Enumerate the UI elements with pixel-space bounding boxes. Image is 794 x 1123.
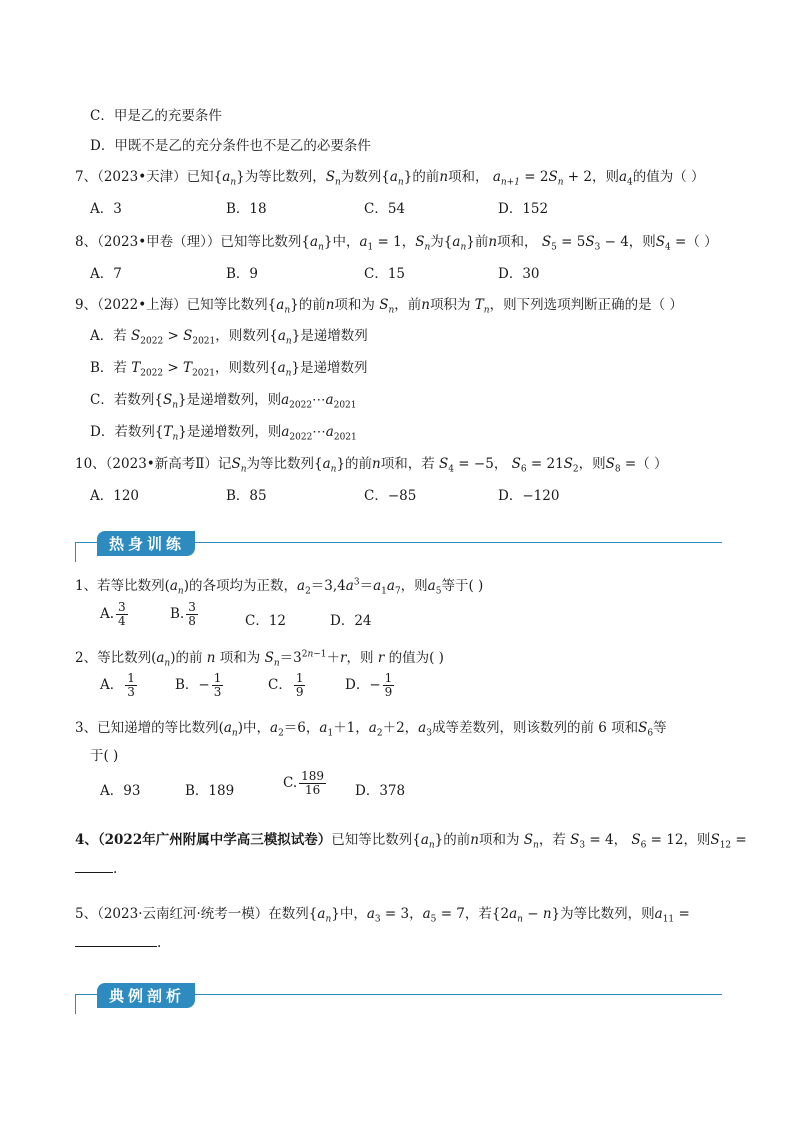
q9-option-d: D．若数列$\{T_n\}$是递增数列，则$a_{2022}\cdots a_{2021}$ xyxy=(90,424,357,443)
question-10: 10、（2023•新高考Ⅱ）记$S_n$为等比数列$\{a_n\}$的前n项和，若 $S_4 = -5$， $S_6 = 21S_2$，则$S_8$ =（ ） xyxy=(75,456,668,475)
w1-option-c: C．12 xyxy=(245,613,287,629)
q9-option-b: B．若 $T_{2022} > T_{2021}$，则数列$\{a_n\}$是递增数列 xyxy=(90,360,368,379)
w3-option-b: B．189 xyxy=(185,783,235,799)
warmup-question-3-cont: 于( ) xyxy=(90,748,119,764)
q8-option-c: C．15 xyxy=(364,266,406,282)
option-c-text: C．甲是乙的充要条件 xyxy=(90,108,222,124)
option-d-text: D．甲既不是乙的充分条件也不是乙的必要条件 xyxy=(90,138,371,154)
warmup-question-2: 2、等比数列$(a_n)$的前 n 项和为 $S_n=3^{2n-1}+r$，则 r 的值为( ) xyxy=(75,649,444,669)
q7-option-a: A．3 xyxy=(90,201,122,217)
q7-option-d: D．152 xyxy=(498,201,549,217)
question-7: 7、（2023•天津）已知$\{a_n\}$为等比数列，$S_n$为数列$\{a_n\}$的前n项和， $a_{n+1} = 2S_n + 2$，则$a_4$的值为（ ） xyxy=(75,169,705,188)
q10-option-c: C．−85 xyxy=(364,488,417,504)
q8-option-d: D．30 xyxy=(498,266,540,282)
warmup-question-3: 3、已知递增的等比数列$(a_n)$中，$a_2=6$，$a_1+1$，$a_2+2$，$a_3$成等差数列，则该数列的前 6 项和$S_6$等 xyxy=(75,720,667,739)
question-8: 8、（2023•甲卷（理））已知等比数列$\{a_n\}$中，$a_1 = 1$，$S_n$为$\{a_n\}$前n项和， $S_5 = 5S_3 - 4$，则$S_4$ =（ ） xyxy=(75,234,718,253)
w2-option-c: C． $\frac{1}{9}$ xyxy=(268,671,304,699)
question-9: 9、（2022•上海）已知等比数列$\{a_n\}$的前n项和为 $S_n$，前n项积为 $T_n$，则下列选项判断正确的是（ ） xyxy=(75,297,683,316)
section-header-warmup xyxy=(75,531,722,555)
warmup-question-5: 5、（2023·云南红河·统考一模）在数列$\{a_n\}$中，$a_3 = 3$，$a_5 = 7$，若$\{2a_n - n\}$为等比数列，则$a_{11}$ = xyxy=(75,906,690,925)
q9-option-c: C．若数列$\{S_n\}$是递增数列，则$a_{2022}\cdots a_{2021}$ xyxy=(90,392,357,411)
w2-option-b: B．− $\frac{1}{3}$ xyxy=(175,671,222,699)
section-title: 热身训练 xyxy=(97,531,195,556)
section-header-examples xyxy=(75,983,722,1007)
warmup-question-1: 1、若等比数列$(a_n)$的各项均为正数，$a_2=3,4a^3=a_1a_7$，则$a_5$等于( ) xyxy=(75,577,484,597)
w2-option-d: D．− $\frac{1}{9}$ xyxy=(345,671,393,699)
answer-blank[interactable] xyxy=(75,872,113,873)
w1-option-a: A. $\frac{3}{4}$ xyxy=(100,600,126,628)
q8-option-b: B．9 xyxy=(226,266,259,282)
w3-option-d: D．378 xyxy=(355,783,406,799)
warmup-question-5-answer: . xyxy=(75,935,161,951)
answer-blank[interactable] xyxy=(75,946,157,947)
q10-option-d: D．−120 xyxy=(498,488,560,504)
q10-option-b: B．85 xyxy=(226,488,267,504)
w3-option-a: A．93 xyxy=(100,783,141,799)
w3-option-c: C. $\frac{189}{16}$ xyxy=(283,769,325,797)
section-title: 典例剖析 xyxy=(97,983,195,1008)
q8-option-a: A．7 xyxy=(90,266,122,282)
q7-option-b: B．18 xyxy=(226,201,267,217)
warmup-question-4-answer: . xyxy=(75,861,117,877)
q9-option-a: A．若 $S_{2022} > S_{2021}$，则数列$\{a_n\}$是递增数列 xyxy=(90,328,368,347)
q10-option-a: A．120 xyxy=(90,488,140,504)
w1-option-d: D．24 xyxy=(330,613,372,629)
warmup-question-4: 4、（2022年广州附属中学高三模拟试卷）已知等比数列$\{a_n\}$的前n项和为 $S_n$，若 $S_3 = 4$， $S_6 = 12$，则$S_{12}$ = xyxy=(75,832,747,851)
q7-option-c: C．54 xyxy=(364,201,406,217)
w1-option-b: B. $\frac{3}{8}$ xyxy=(170,600,196,628)
w2-option-a: A． $\frac{1}{3}$ xyxy=(100,671,135,699)
